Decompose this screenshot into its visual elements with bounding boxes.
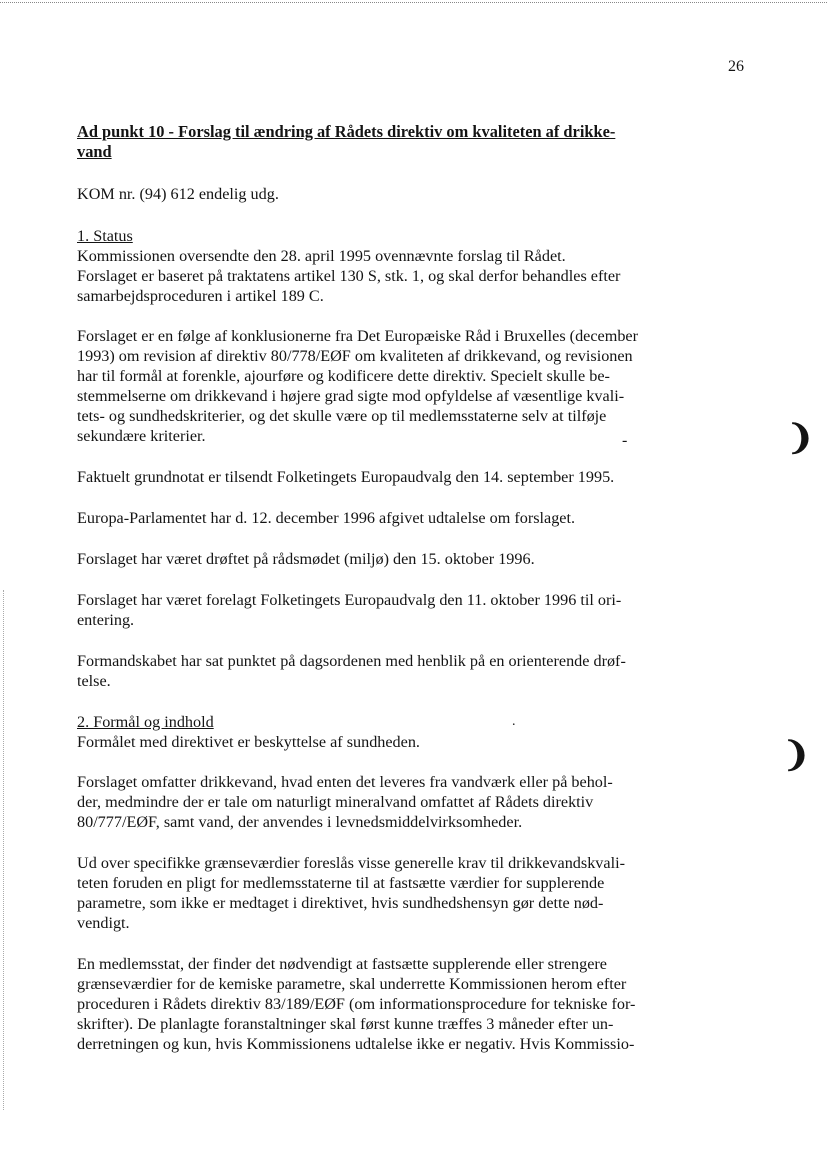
paragraph: Forslaget har været drøftet på rådsmødet (miljø) den 15. oktober 1996.: [77, 550, 535, 568]
paragraph: Europa-Parlamentet har d. 12. december 1996 afgivet udtalelse om forslaget.: [77, 509, 576, 527]
paragraph: [77, 954, 749, 1054]
paragraph-line: Forslaget er baseret på traktatens artikel 130 S, stk. 1, og skal derfor behandles efter: [77, 267, 621, 285]
paragraph-line: Ud over specifikke grænseværdier foreslås visse generelle krav til drikkevandskvali-: [77, 854, 625, 872]
paragraph-line: Forslaget har været forelagt Folketingets Europaudvalg den 11. oktober 1996 til ori-: [77, 591, 622, 609]
section-title: 1. Status: [77, 227, 133, 245]
paragraph-line: stemmelserne om drikkevand i højere grad sigte mod opfyldelse af væsentlige kvali-: [77, 387, 625, 405]
reference-line: KOM nr. (94) 612 endelig udg.: [77, 185, 279, 203]
paragraph-line: Kommissionen oversendte den 28. april 1995 ovennævnte forslag til Rådet.: [77, 247, 566, 265]
paragraph-line: Formålet med direktivet er beskyttelse af sundheden.: [77, 733, 420, 751]
paragraph: [77, 853, 749, 933]
paragraph-line: Formandskabet har sat punktet på dagsordenen med henblik på en orienterende drøf-: [77, 652, 626, 670]
document-heading: [77, 122, 749, 162]
paragraph-line: En medlemsstat, der finder det nødvendigt at fastsætte supplerende eller strengere: [77, 955, 607, 973]
paragraph-line: Forslaget er en følge af konklusionerne fra Det Europæiske Råd i Bruxelles (december: [77, 327, 638, 345]
document-body: [77, 122, 749, 1054]
paragraph-line: samarbejdsproceduren i artikel 189 C.: [77, 287, 324, 305]
paragraph-line: skrifter). De planlagte foranstaltninger skal først kunne træffes 3 måneder efter un-: [77, 1015, 614, 1033]
stray-dot: .: [512, 714, 516, 729]
left-scan-edge: [3, 590, 4, 1110]
paragraph: [77, 590, 749, 630]
margin-mark: ❩: [782, 737, 811, 774]
heading-line: Ad punkt 10 - Forslag til ændring af Rådets direktiv om kvaliteten af drikke-: [77, 122, 616, 141]
paragraph: [77, 772, 749, 832]
paragraph-line: parametre, som ikke er medtaget i direktivet, hvis sundhedshensyn gør dette nød-: [77, 894, 604, 912]
paragraph-line: sekundære kriterier.: [77, 427, 206, 445]
paragraph: [77, 326, 749, 446]
paragraph-line: derretningen og kun, hvis Kommissionens udtalelse ikke er negativ. Hvis Kommissio-: [77, 1035, 635, 1053]
paragraph-line: entering.: [77, 611, 135, 629]
section-status: [77, 226, 749, 306]
paragraph-line: grænseværdier for de kemiske parametre, skal underrette Kommissionen herom efter: [77, 975, 627, 993]
paragraph-line: der, medmindre der er tale om naturligt mineralvand omfattet af Rådets direktiv: [77, 793, 594, 811]
paragraph-line: proceduren i Rådets direktiv 83/189/EØF (om informationsprocedure for tekniske for-: [77, 995, 636, 1013]
margin-mark: ❩: [786, 420, 815, 457]
paragraph-line: 80/777/EØF, samt vand, der anvendes i levnedsmiddelvirksomheder.: [77, 813, 523, 831]
paragraph-line: Forslaget omfatter drikkevand, hvad enten det leveres fra vandværk eller på behol-: [77, 773, 613, 791]
paragraph-line: vendigt.: [77, 914, 130, 932]
paragraph-line: tets- og sundhedskriterier, og det skulle være op til medlemsstaterne selv at tilføje: [77, 407, 607, 425]
top-scan-edge: [0, 2, 827, 3]
paragraph-line: 1993) om revision af direktiv 80/778/EØF om kvaliteten af drikkevand, og revisionen: [77, 347, 633, 365]
paragraph: Faktuelt grundnotat er tilsendt Folketingets Europaudvalg den 14. september 1995.: [77, 468, 615, 486]
stray-dash: -: [622, 432, 628, 449]
heading-line: vand: [77, 142, 112, 161]
section-purpose: [77, 712, 749, 752]
paragraph-line: telse.: [77, 672, 111, 690]
paragraph-line: teten foruden en pligt for medlemsstaterne til at fastsætte værdier for supplerende: [77, 874, 605, 892]
paragraph-line: har til formål at forenkle, ajourføre og kodificere dette direktiv. Specielt skulle be-: [77, 367, 610, 385]
section-title: 2. Formål og indhold: [77, 713, 214, 731]
paragraph: [77, 651, 749, 691]
page-number: 26: [728, 58, 744, 75]
